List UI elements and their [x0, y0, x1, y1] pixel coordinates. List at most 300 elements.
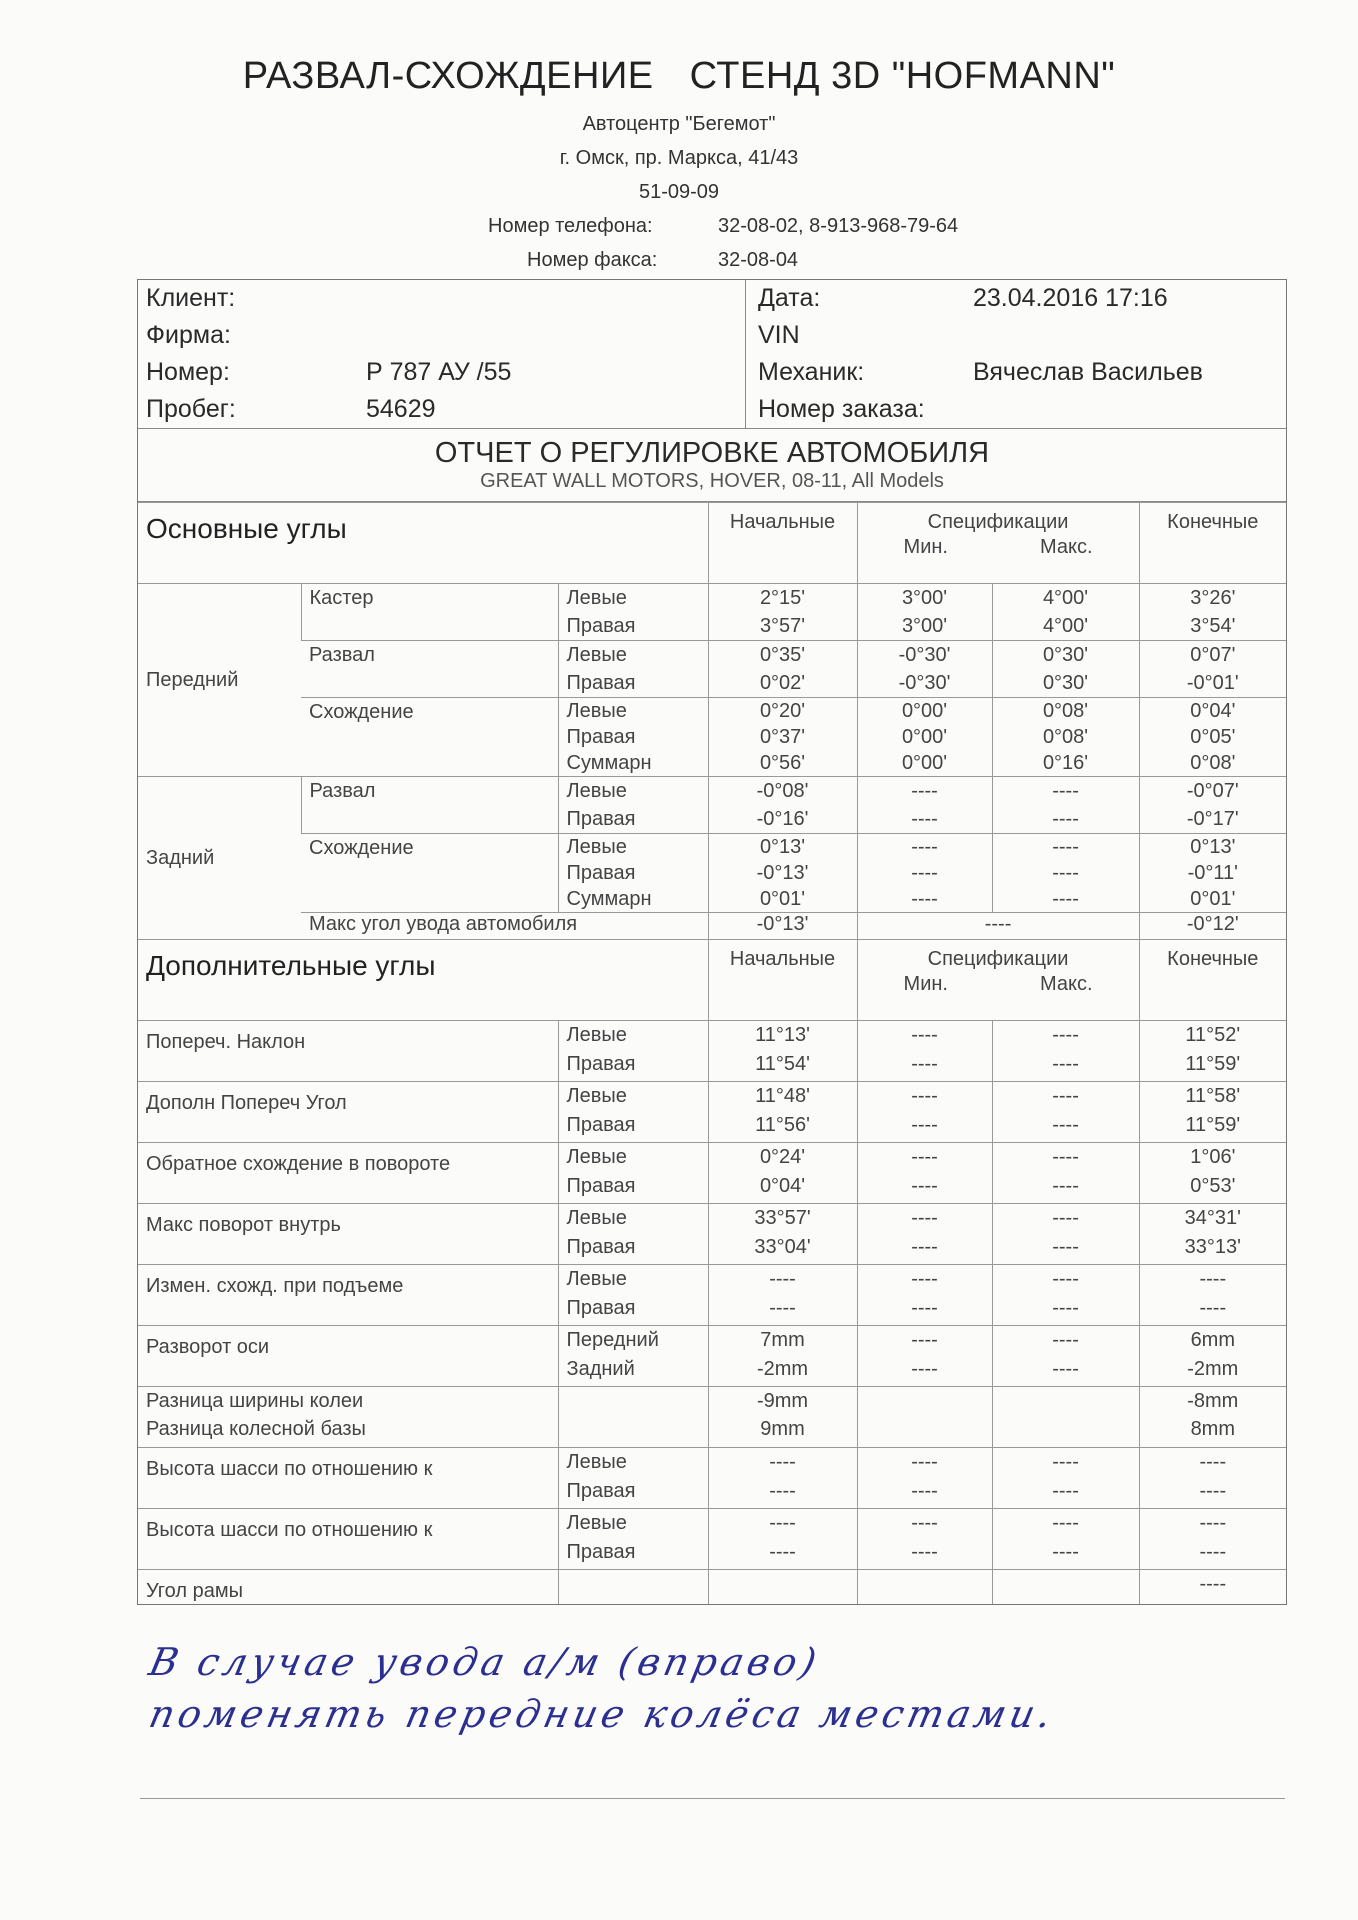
side-label: Левые	[566, 836, 627, 858]
side-label: Левые	[566, 1146, 627, 1168]
final-value: 33°13'	[1184, 1236, 1241, 1258]
angle-name	[138, 1570, 558, 1605]
firm-label: Фирма:	[146, 321, 231, 349]
initial-value: 0°01'	[759, 888, 806, 910]
min-value: ----	[911, 1236, 938, 1258]
min-cell	[857, 1082, 992, 1143]
max-value: ----	[1052, 1451, 1079, 1473]
max-value: 0°30'	[1042, 644, 1089, 666]
initial-value: -0°13'	[756, 862, 809, 884]
final-cell	[1139, 1326, 1286, 1387]
side-label: Правая	[566, 862, 636, 884]
final-cell	[1139, 777, 1286, 834]
max-value: ----	[1052, 1146, 1079, 1168]
document-title	[0, 55, 1358, 98]
min-value: 0°00'	[901, 752, 948, 774]
max-cell	[992, 1448, 1139, 1509]
angle-name-text: Попереч. Наклон	[146, 1031, 306, 1053]
angle-name-text: Угол рамы	[146, 1580, 243, 1602]
side-label: Суммарн	[566, 752, 652, 774]
final-value: 6mm	[1190, 1329, 1236, 1351]
side-label: Левые	[566, 1207, 627, 1229]
order-label: Номер заказа:	[758, 395, 925, 423]
spec-subheader	[858, 971, 1139, 996]
company-extra: 51-09-09	[638, 181, 720, 203]
side-label: Левые	[566, 1512, 627, 1534]
thrust-row	[138, 913, 1286, 940]
report-heading	[138, 429, 1286, 502]
angle-name	[301, 777, 558, 834]
side-label: Передний	[566, 1329, 659, 1351]
max-value: ----	[1052, 1512, 1079, 1534]
max-value: ----	[1052, 1480, 1079, 1502]
mileage-value: 54629	[366, 395, 436, 423]
table-row	[138, 1570, 1286, 1605]
initial-value: 3°57'	[759, 615, 806, 637]
side-label: Правая	[566, 726, 636, 748]
side-cell	[558, 641, 708, 698]
angle-name	[138, 1326, 558, 1387]
title-right: СТЕНД 3D "HOFMANN"	[689, 55, 1116, 97]
min-cell	[857, 1448, 992, 1509]
table-row	[138, 698, 1286, 777]
initial-value: 33°04'	[754, 1236, 811, 1258]
side-label: Левые	[566, 780, 627, 802]
min-cell	[857, 1570, 992, 1605]
column-min: Мин.	[903, 536, 948, 558]
final-cell	[1139, 1082, 1286, 1143]
final-value: 0°53'	[1190, 1175, 1236, 1197]
client-label: Клиент:	[146, 284, 236, 312]
min-value: 0°00'	[901, 700, 948, 722]
final-value: -0°07'	[1186, 780, 1239, 802]
vin-label: VIN	[758, 321, 800, 349]
side-label: Левые	[566, 587, 627, 609]
initial-value: 0°56'	[759, 752, 806, 774]
initial-cell	[708, 1021, 857, 1082]
max-value: ----	[1052, 1207, 1079, 1229]
handwritten-note-line-1: В случае увода а/м (вправо)	[145, 1640, 825, 1684]
final-value: -2mm	[1187, 1358, 1239, 1380]
column-max: Макс.	[1039, 536, 1093, 558]
final-value: ----	[1199, 1512, 1227, 1534]
initial-value: 11°54'	[755, 1053, 810, 1075]
min-value: -0°30'	[898, 672, 951, 694]
final-value: ----	[1199, 1268, 1227, 1290]
initial-value: ----	[769, 1480, 796, 1502]
final-value: ----	[1199, 1480, 1227, 1502]
side-label: Левые	[566, 644, 627, 666]
final-value: ----	[1199, 1297, 1227, 1319]
angle-name-text: Разница колесной базы	[146, 1418, 366, 1440]
final-cell	[1139, 698, 1286, 777]
fax-value: 32-08-04	[718, 249, 799, 271]
side-cell	[558, 1448, 708, 1509]
side-cell	[558, 1387, 708, 1448]
side-label: Левые	[566, 1268, 627, 1290]
final-value: 3°54'	[1190, 615, 1236, 637]
max-cell	[992, 834, 1139, 913]
column-spec	[857, 503, 1139, 584]
initial-cell	[708, 1265, 857, 1326]
angle-name-text: Высота шасси по отношению к	[146, 1519, 433, 1541]
number-value: Р 787 АУ /55	[366, 358, 512, 386]
initial-cell	[708, 1448, 857, 1509]
angle-name	[301, 834, 558, 913]
phone-label: Номер телефона:	[488, 215, 653, 237]
max-value: ----	[1052, 1329, 1079, 1351]
max-value: ----	[1052, 1175, 1079, 1197]
side-label: Правая	[566, 1480, 636, 1502]
max-value: 0°16'	[1042, 752, 1089, 774]
max-value: 0°08'	[1042, 700, 1089, 722]
final-cell	[1139, 1509, 1286, 1570]
initial-value: 0°24'	[759, 1146, 806, 1168]
initial-value: 0°02'	[759, 672, 806, 694]
spec-subheader	[858, 534, 1139, 559]
final-value: 11°59'	[1185, 1053, 1241, 1075]
max-cell	[992, 1387, 1139, 1448]
alignment-report-sheet	[137, 279, 1287, 1605]
initial-cell	[708, 1509, 857, 1570]
vehicle-model: GREAT WALL MOTORS, HOVER, 08-11, All Models	[480, 470, 944, 492]
max-cell	[992, 641, 1139, 698]
column-initial: Начальные	[708, 503, 857, 584]
table-row	[138, 584, 1286, 641]
initial-value: 0°04'	[759, 1175, 806, 1197]
min-value: -0°30'	[898, 644, 951, 666]
side-label: Правая	[566, 1297, 636, 1319]
min-value: ----	[911, 1146, 938, 1168]
column-final: Конечные	[1139, 940, 1286, 1021]
final-value: ----	[1199, 1573, 1227, 1595]
table-row	[138, 1265, 1286, 1326]
initial-value: ----	[769, 1541, 796, 1563]
column-min: Мин.	[903, 973, 948, 995]
side-label: Правая	[566, 1175, 636, 1197]
min-cell	[857, 1143, 992, 1204]
max-cell	[992, 1570, 1139, 1605]
initial-value: 0°37'	[759, 726, 806, 748]
min-cell	[857, 1509, 992, 1570]
initial-cell	[708, 698, 857, 777]
max-value: ----	[1052, 1236, 1079, 1258]
min-value: ----	[911, 1480, 938, 1502]
min-value: ----	[911, 1541, 938, 1563]
angle-name	[301, 698, 558, 777]
side-cell	[558, 777, 708, 834]
side-label: Правая	[566, 672, 636, 694]
initial-value: -2mm	[756, 1358, 809, 1380]
angle-name	[138, 1021, 558, 1082]
title-left: РАЗВАЛ-СХОЖДЕНИЕ	[242, 55, 654, 97]
min-cell	[857, 1387, 992, 1448]
initial-cell	[708, 1326, 857, 1387]
final-value: 0°08'	[1190, 752, 1236, 774]
final-value: -0°12'	[1139, 913, 1286, 940]
initial-value: 0°35'	[759, 644, 806, 666]
min-value: ----	[911, 1358, 938, 1380]
column-final: Конечные	[1139, 503, 1286, 584]
initial-cell	[708, 1082, 857, 1143]
mileage-label: Пробег:	[146, 395, 236, 423]
initial-cell	[708, 584, 857, 641]
angle-name-text: Обратное схождение в повороте	[146, 1153, 451, 1175]
side-label: Правая	[566, 1053, 636, 1075]
angle-name	[138, 1448, 558, 1509]
side-cell	[558, 1570, 708, 1605]
max-value: 4°00'	[1042, 587, 1089, 609]
initial-cell	[708, 1387, 857, 1448]
section-header-row	[138, 503, 1286, 584]
initial-value: 33°57'	[754, 1207, 811, 1229]
max-cell	[992, 1021, 1139, 1082]
column-initial: Начальные	[708, 940, 857, 1021]
min-cell	[857, 1326, 992, 1387]
table-row	[138, 777, 1286, 834]
final-value: 11°52'	[1185, 1024, 1241, 1046]
date-value: 23.04.2016 17:16	[973, 284, 1168, 312]
angle-name-text: Макс поворот внутрь	[146, 1214, 341, 1236]
company-name: Автоцентр "Бегемот"	[582, 113, 776, 135]
min-value: ----	[911, 808, 938, 830]
side-cell	[558, 834, 708, 913]
alignment-table	[138, 502, 1286, 1604]
table-row	[138, 1387, 1286, 1448]
max-cell	[992, 584, 1139, 641]
mechanic-value: Вячеслав Васильев	[973, 358, 1203, 386]
angle-name-text: Развал	[309, 644, 375, 666]
column-spec	[857, 940, 1139, 1021]
max-cell	[992, 1509, 1139, 1570]
min-cell	[857, 584, 992, 641]
final-value: 0°01'	[1190, 888, 1236, 910]
angle-name	[138, 1509, 558, 1570]
spec-label: Спецификации	[927, 511, 1069, 533]
initial-cell	[708, 777, 857, 834]
final-cell	[1139, 1143, 1286, 1204]
min-cell	[857, 641, 992, 698]
final-value: 0°07'	[1190, 644, 1236, 666]
report-title: ОТЧЕТ О РЕГУЛИРОВКЕ АВТОМОБИЛЯ	[434, 437, 990, 469]
final-value: 0°05'	[1190, 726, 1236, 748]
initial-value: ----	[769, 1512, 796, 1534]
min-value: ----	[911, 1268, 938, 1290]
initial-value: 9mm	[760, 1418, 805, 1440]
final-value: 11°58'	[1185, 1085, 1241, 1107]
initial-value: -0°08'	[756, 780, 809, 802]
final-cell	[1139, 1570, 1286, 1605]
max-value: ----	[1052, 1297, 1079, 1319]
max-value: ----	[1052, 888, 1079, 910]
max-cell	[992, 1204, 1139, 1265]
table-row	[138, 1448, 1286, 1509]
angle-name-text: Схождение	[309, 701, 414, 723]
side-cell	[558, 1082, 708, 1143]
min-value: ----	[911, 1297, 938, 1319]
min-cell	[857, 1021, 992, 1082]
final-cell	[1139, 1204, 1286, 1265]
initial-value: 2°15'	[759, 587, 806, 609]
angle-name-text: Высота шасси по отношению к	[146, 1458, 433, 1480]
min-cell	[857, 698, 992, 777]
initial-value: 11°13'	[755, 1024, 810, 1046]
final-value: ----	[1199, 1451, 1227, 1473]
side-label: Правая	[566, 1236, 636, 1258]
section-title: Дополнительные углы	[138, 940, 708, 1021]
min-value: ----	[911, 1451, 938, 1473]
min-value: 3°00'	[901, 587, 948, 609]
min-value: ----	[911, 1114, 938, 1136]
initial-value: 7mm	[760, 1329, 805, 1351]
initial-value: ----	[769, 1297, 796, 1319]
thrust-name: Макс угол увода автомобиля	[301, 913, 708, 940]
table-row	[138, 1204, 1286, 1265]
min-value: ----	[911, 1053, 938, 1075]
min-value: ----	[911, 1207, 938, 1229]
max-value: ----	[1052, 1268, 1079, 1290]
order-info	[746, 280, 1286, 428]
table-row	[138, 1326, 1286, 1387]
min-cell	[857, 777, 992, 834]
initial-value: -0°13'	[708, 913, 857, 940]
table-row	[138, 1021, 1286, 1082]
final-value: 0°04'	[1190, 700, 1236, 722]
final-cell	[1139, 834, 1286, 913]
initial-cell	[708, 1143, 857, 1204]
max-value: 0°30'	[1042, 672, 1089, 694]
axle-label: Передний	[138, 584, 301, 777]
side-label: Левые	[566, 1024, 627, 1046]
angle-name-text: Кастер	[309, 587, 374, 609]
max-cell	[992, 1265, 1139, 1326]
min-cell	[857, 1204, 992, 1265]
min-value: 3°00'	[901, 615, 948, 637]
company-address: г. Омск, пр. Маркса, 41/43	[559, 147, 799, 169]
angle-name-text: Разворот оси	[146, 1336, 270, 1358]
final-cell	[1139, 1265, 1286, 1326]
mechanic-label: Механик:	[758, 358, 865, 386]
max-value: ----	[1052, 780, 1079, 802]
max-value: 0°08'	[1042, 726, 1089, 748]
side-label: Задний	[566, 1358, 635, 1380]
initial-value: 11°56'	[755, 1114, 810, 1136]
section-header-row	[138, 940, 1286, 1021]
side-label: Левые	[566, 1451, 627, 1473]
side-label: Правая	[566, 1114, 636, 1136]
final-cell	[1139, 1021, 1286, 1082]
phone-value: 32-08-02, 8-913-968-79-64	[718, 215, 959, 237]
table-row	[138, 641, 1286, 698]
max-cell	[992, 1326, 1139, 1387]
angle-name-text: Измен. схожд. при подъеме	[146, 1275, 404, 1297]
spec-label: Спецификации	[927, 948, 1069, 970]
side-cell	[558, 698, 708, 777]
min-cell	[857, 1265, 992, 1326]
angle-name-text: Дополн Попереч Угол	[146, 1092, 347, 1114]
max-cell	[992, 1082, 1139, 1143]
initial-value: -0°16'	[756, 808, 809, 830]
initial-cell	[708, 1204, 857, 1265]
max-value: ----	[1052, 808, 1079, 830]
final-value: -0°01'	[1186, 672, 1239, 694]
min-value: ----	[911, 888, 938, 910]
angle-name	[301, 584, 558, 641]
side-label: Правая	[566, 1541, 636, 1563]
max-value: ----	[1052, 1053, 1079, 1075]
side-label: Левые	[566, 700, 627, 722]
final-value: 1°06'	[1190, 1146, 1236, 1168]
min-value: ----	[911, 780, 938, 802]
max-value: 4°00'	[1042, 615, 1089, 637]
section-title: Основные углы	[138, 503, 708, 584]
min-value: ----	[911, 1512, 938, 1534]
side-cell	[558, 1204, 708, 1265]
initial-value: ----	[769, 1451, 796, 1473]
final-value: -0°17'	[1186, 808, 1239, 830]
final-cell	[1139, 1448, 1286, 1509]
table-row	[138, 1509, 1286, 1570]
final-value: 8mm	[1190, 1418, 1236, 1440]
angle-name-text: Развал	[309, 780, 376, 802]
side-cell	[558, 1021, 708, 1082]
final-value: ----	[1199, 1541, 1227, 1563]
final-value: 34°31'	[1184, 1207, 1241, 1229]
angle-name	[301, 641, 558, 698]
side-cell	[558, 1509, 708, 1570]
client-info	[138, 280, 746, 428]
max-value: ----	[1052, 1541, 1079, 1563]
max-value: ----	[1052, 1114, 1079, 1136]
spec-value: ----	[857, 913, 1139, 940]
side-label: Правая	[566, 808, 636, 830]
side-cell	[558, 584, 708, 641]
min-value: ----	[911, 1024, 938, 1046]
min-cell	[857, 834, 992, 913]
max-cell	[992, 1143, 1139, 1204]
table-row	[138, 834, 1286, 913]
table-row	[138, 1143, 1286, 1204]
initial-cell	[708, 1570, 857, 1605]
max-cell	[992, 777, 1139, 834]
min-value: ----	[911, 1175, 938, 1197]
max-value: ----	[1052, 862, 1079, 884]
fax-label: Номер факса:	[527, 249, 658, 271]
side-cell	[558, 1143, 708, 1204]
handwritten-note-line-2: поменять передние колёса местами.	[145, 1692, 1060, 1736]
final-value: 3°26'	[1190, 587, 1236, 609]
final-value: -0°11'	[1187, 862, 1238, 884]
final-value: -8mm	[1187, 1390, 1239, 1412]
min-value: ----	[911, 1329, 938, 1351]
side-label: Суммарн	[566, 888, 652, 910]
angle-name	[138, 1204, 558, 1265]
axle-label: Задний	[138, 777, 301, 940]
max-value: ----	[1052, 1024, 1079, 1046]
side-cell	[558, 1326, 708, 1387]
column-max: Макс.	[1039, 973, 1093, 995]
angle-name	[138, 1387, 558, 1448]
initial-value: 0°20'	[759, 700, 806, 722]
max-value: ----	[1052, 1085, 1079, 1107]
initial-value: ----	[769, 1268, 796, 1290]
angle-name-text: Схождение	[309, 837, 414, 859]
min-value: 0°00'	[901, 726, 948, 748]
side-label: Левые	[566, 1085, 627, 1107]
final-cell	[1139, 641, 1286, 698]
final-value: 0°13'	[1190, 836, 1236, 858]
min-value: ----	[911, 836, 938, 858]
